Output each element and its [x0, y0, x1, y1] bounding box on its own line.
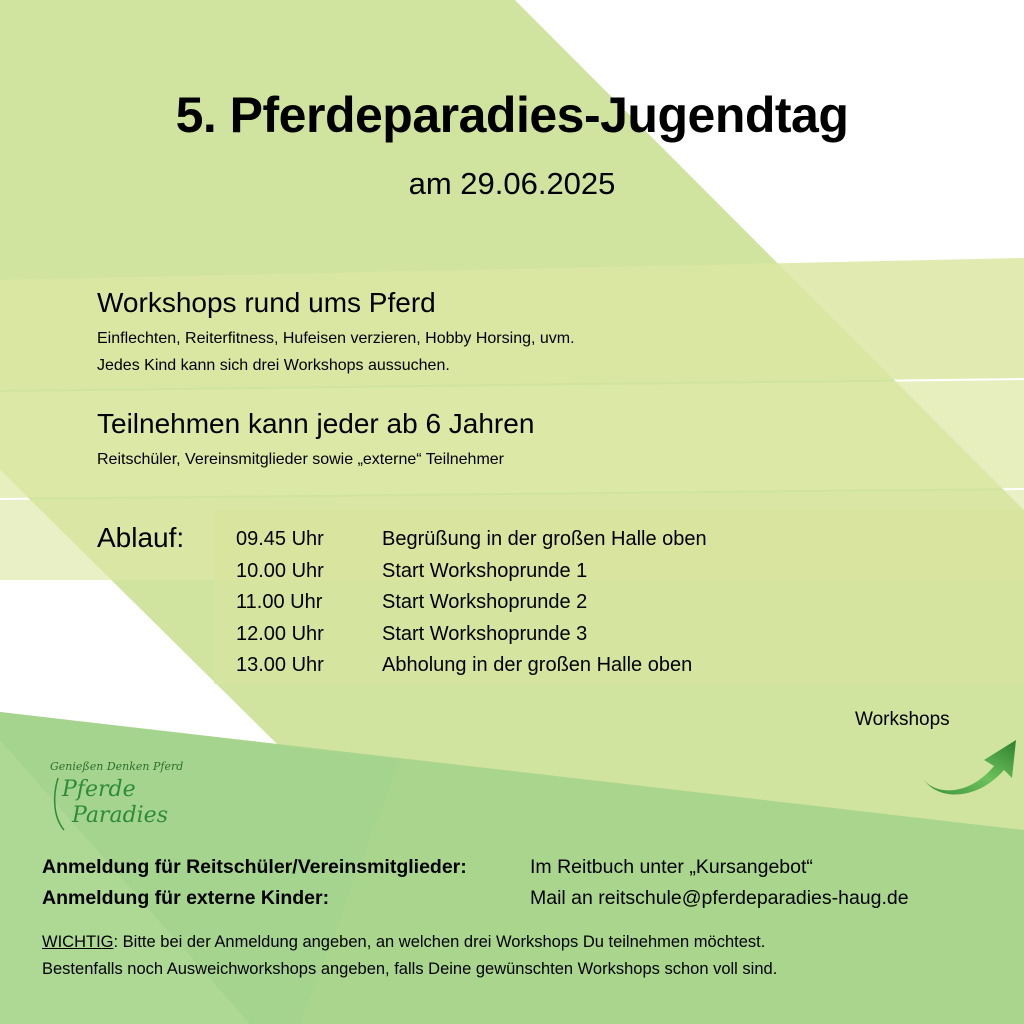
registration-value: Im Reitbuch unter „Kursangebot“ [530, 856, 813, 878]
schedule-time: 11.00 Uhr [236, 591, 323, 613]
schedule-time: 12.00 Uhr [236, 622, 324, 645]
schedule-text: Start Workshoprunde 3 [382, 622, 588, 645]
workshops-heading: Workshops rund ums Pferd [97, 287, 436, 318]
curved-arrow-icon[interactable] [916, 736, 1020, 802]
schedule-time: 13.00 Uhr [236, 654, 324, 676]
schedule-text: Abholung in der großen Halle oben [382, 654, 693, 676]
important-note [42, 929, 777, 983]
schedule-text: Start Workshoprunde 1 [382, 559, 588, 582]
registration-email[interactable]: Mail an reitschule@pferdeparadies-haug.de [530, 887, 909, 909]
page-title: 5. Pferdeparadies-Jugendtag [175, 87, 849, 143]
schedule-row [236, 650, 707, 682]
svg-text:Genießen Denken Pferd: Genießen Denken Pferd [50, 760, 184, 773]
note-keyword: WICHTIG [42, 933, 114, 951]
schedule-text: Begrüßung in der großen Halle oben [382, 528, 707, 550]
workshops-section [97, 287, 575, 379]
participants-heading: Teilnehmen kann jeder ab 6 Jahren [97, 408, 535, 439]
schedule-label: Ablauf: [97, 522, 185, 553]
schedule-row [236, 556, 707, 588]
schedule-row [236, 524, 707, 556]
schedule-list [236, 524, 707, 682]
registration-label: Anmeldung für Reitschüler/Vereinsmitglieder: [42, 856, 467, 878]
participants-line-1: Reitschüler, Vereinsmitglieder sowie „externe“ Teilnehmer [97, 451, 504, 468]
event-date: am 29.06.2025 [408, 166, 616, 201]
pferdeparadies-logo [48, 748, 188, 840]
schedule-time: 09.45 Uhr [236, 528, 324, 550]
workshops-line-2: Jedes Kind kann sich drei Workshops aussuchen. [97, 357, 450, 374]
registration-section [42, 852, 909, 914]
schedule-row [236, 619, 707, 651]
workshops-line-1: Einflechten, Reiterfitness, Hufeisen verzieren, Hobby Horsing, uvm. [97, 330, 575, 347]
schedule-time: 10.00 Uhr [236, 559, 324, 582]
participants-section [97, 408, 534, 473]
svg-text:Pferde: Pferde [62, 777, 136, 802]
workshops-link-label[interactable]: Workshops [855, 709, 950, 730]
note-line-2: Bestenfalls noch Ausweichworkshops angeben, falls Deine gewünschten Workshops schon voll sind. [42, 960, 778, 978]
schedule-row [236, 587, 707, 619]
registration-row [42, 852, 909, 883]
svg-text:Paradies: Paradies [72, 803, 168, 828]
registration-row [42, 883, 909, 914]
registration-label: Anmeldung für externe Kinder: [42, 887, 330, 909]
schedule-text: Start Workshoprunde 2 [382, 591, 588, 613]
note-line-1: : Bitte bei der Anmeldung angeben, an welchen drei Workshops Du teilnehmen möchtest. [113, 933, 766, 951]
